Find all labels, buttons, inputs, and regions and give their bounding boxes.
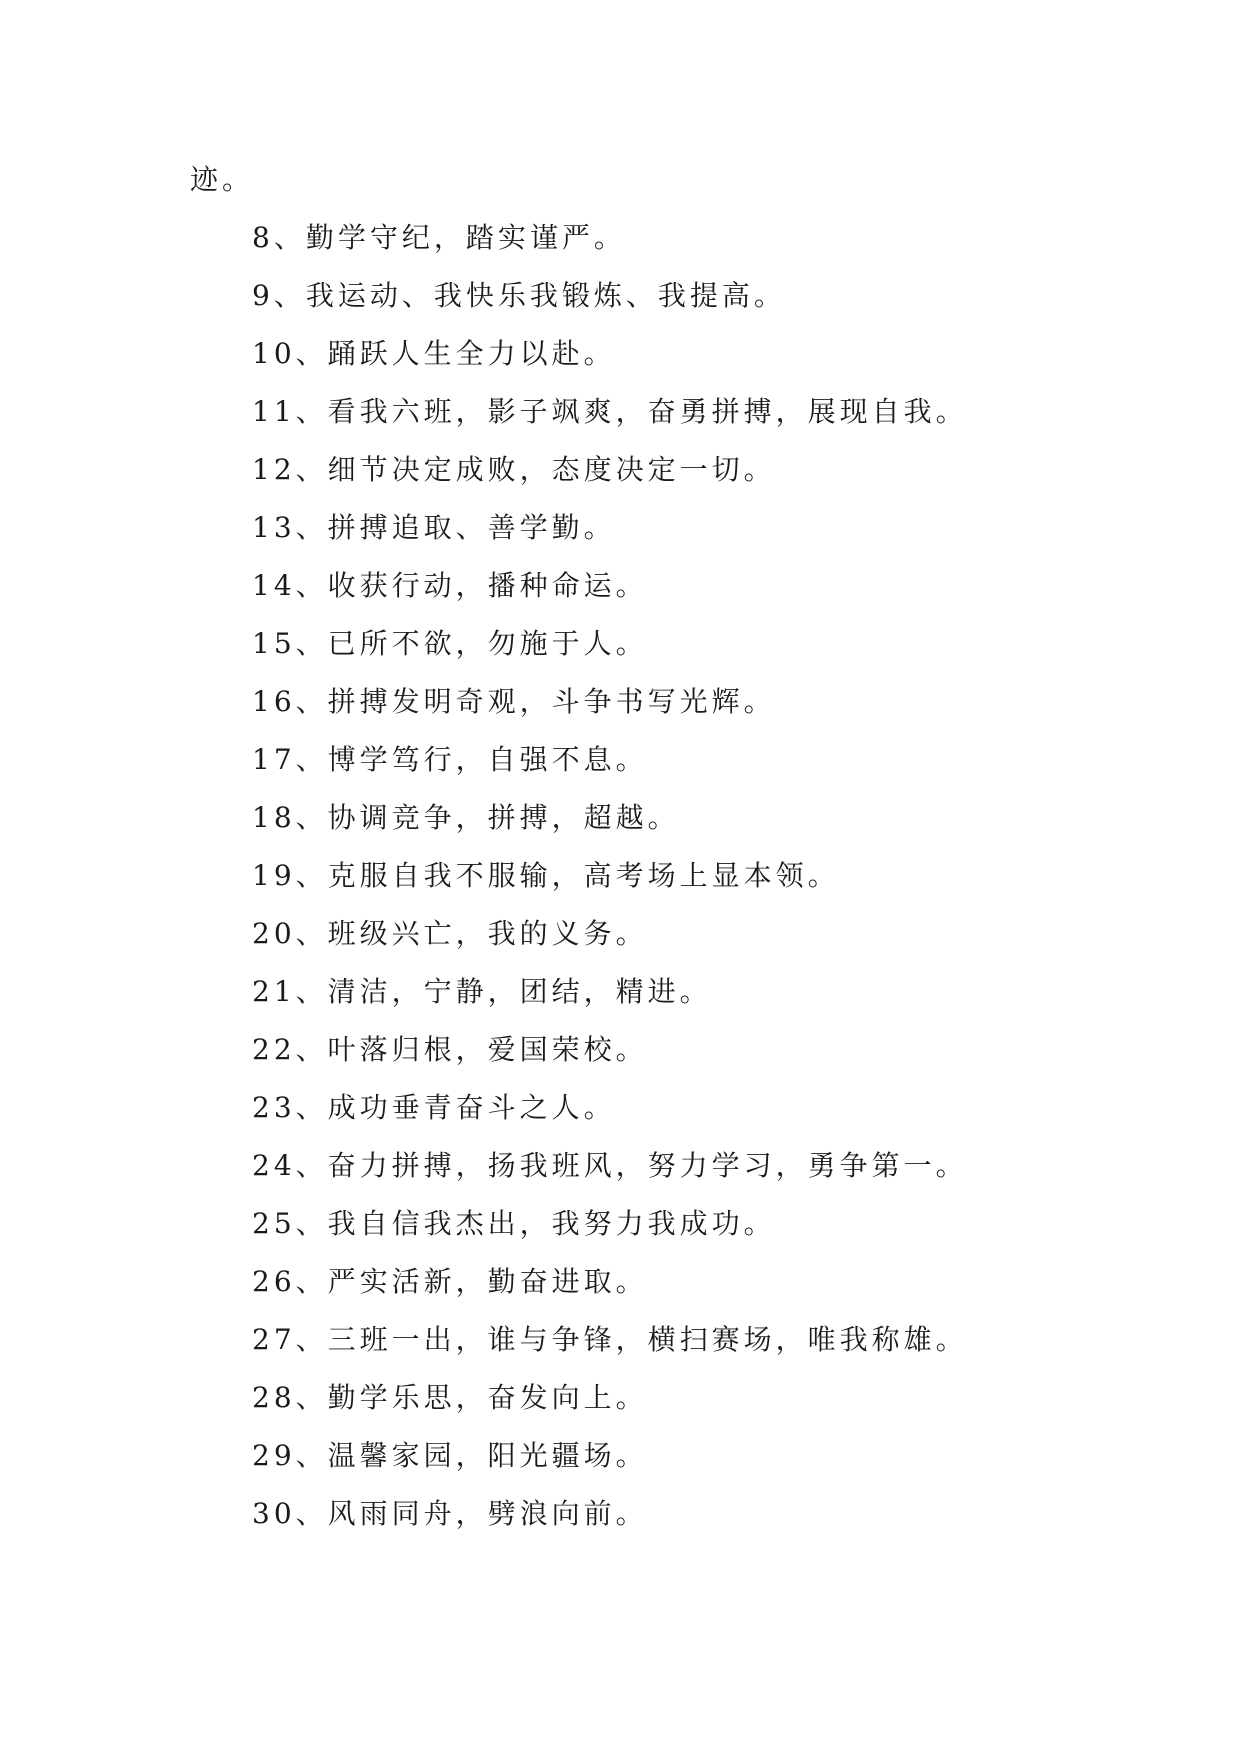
slogan-list	[252, 218, 968, 1552]
list-item: 20、班级兴亡，我的义务。	[252, 917, 648, 950]
list-item: 21、清洁，宁静，团结，精进。	[252, 975, 712, 1008]
list-item: 26、严实活新，勤奋进取。	[252, 1265, 648, 1298]
list-item: 19、克服自我不服输，高考场上显本领。	[252, 859, 840, 892]
list-item: 27、三班一出，谁与争锋，横扫赛场，唯我称雄。	[252, 1323, 968, 1356]
list-item: 14、收获行动，播种命运。	[252, 569, 648, 602]
list-item: 9、我运动、我快乐我锻炼、我提高。	[252, 279, 786, 312]
list-item: 16、拼搏发明奇观，斗争书写光辉。	[252, 685, 776, 718]
list-item: 24、奋力拼搏，扬我班风，努力学习，勇争第一。	[252, 1149, 968, 1182]
list-item: 15、已所不欲，勿施于人。	[252, 627, 648, 660]
continuation-text: 迹。	[190, 163, 255, 196]
list-item: 30、风雨同舟，劈浪向前。	[252, 1497, 648, 1530]
list-item: 10、踊跃人生全力以赴。	[252, 337, 616, 370]
list-item: 25、我自信我杰出，我努力我成功。	[252, 1207, 776, 1240]
list-item: 17、博学笃行，自强不息。	[252, 743, 648, 776]
list-item: 11、看我六班，影子飒爽，奋勇拼搏，展现自我。	[252, 395, 968, 428]
list-item: 29、温馨家园，阳光疆场。	[252, 1439, 648, 1472]
list-item: 12、细节决定成败，态度决定一切。	[252, 453, 776, 486]
list-item: 18、协调竞争，拼搏，超越。	[252, 801, 680, 834]
list-item: 23、成功垂青奋斗之人。	[252, 1091, 616, 1124]
list-item: 8、勤学守纪，踏实谨严。	[252, 221, 626, 254]
list-item: 22、叶落归根，爱国荣校。	[252, 1033, 648, 1066]
list-item: 28、勤学乐思，奋发向上。	[252, 1381, 648, 1414]
list-item: 13、拼搏追取、善学勤。	[252, 511, 616, 544]
